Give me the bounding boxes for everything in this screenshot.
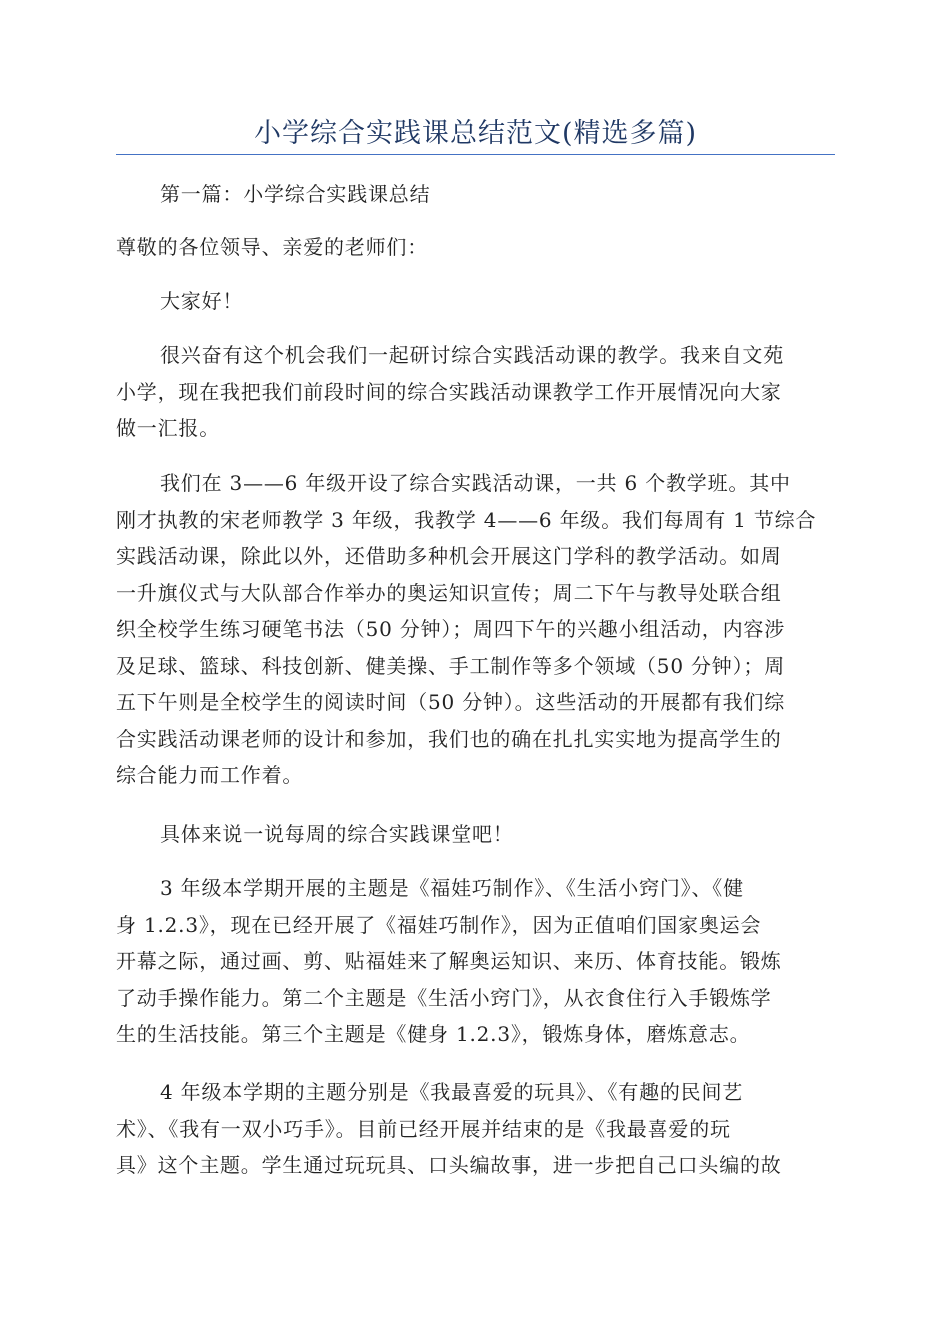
paragraph-line: 具》这个主题。学生通过玩玩具、口头编故事，进一步把自己口头编的故 bbox=[116, 1153, 782, 1177]
paragraph bbox=[116, 229, 428, 266]
paragraph-line: 五下午则是全校学生的阅读时间（50 分钟）。这些活动的开展都有我们综 bbox=[116, 690, 786, 714]
paragraph bbox=[116, 176, 430, 213]
paragraph-line: 开幕之际，通过画、剪、贴福娃来了解奥运知识、来历、体育技能。锻炼 bbox=[116, 949, 782, 973]
paragraph-line: 实践活动课，除此以外，还借助多种机会开展这门学科的教学活动。如周 bbox=[116, 544, 782, 568]
paragraph-line: 及足球、篮球、科技创新、健美操、手工制作等多个领域（50 分钟）；周 bbox=[116, 653, 786, 678]
paragraph-line: 尊敬的各位领导、亲爱的老师们： bbox=[116, 235, 428, 259]
paragraph-line: 4 年级本学期的主题分别是《我最喜爱的玩具》、《有趣的民间艺 bbox=[160, 1080, 744, 1104]
paragraph-line: 3 年级本学期开展的主题是《福娃巧制作》、《生活小窍门》、《健 bbox=[160, 876, 744, 900]
paragraph-line: 刚才执教的宋老师教学 3 年级，我教学 4——6 年级。我们每周有 1 节综合 bbox=[116, 507, 817, 532]
paragraph-line: 我们在 3——6 年级开设了综合实践活动课，一共 6 个教学班。其中 bbox=[160, 471, 791, 495]
paragraph bbox=[116, 465, 816, 794]
paragraph-line: 综合能力而工作着。 bbox=[116, 763, 304, 787]
paragraph-line: 大家好！ bbox=[160, 289, 244, 313]
paragraph-line: 织全校学生练习硬笔书法（50 分钟）；周四下午的兴趣小组活动，内容涉 bbox=[116, 617, 786, 641]
paragraph-line: 了动手操作能力。第二个主题是《生活小窍门》，从衣食住行入手锻炼学 bbox=[116, 985, 772, 1010]
paragraph-line: 身 1.2.3》，现在已经开展了《福娃巧制作》，因为正值咱们国家奥运会 bbox=[116, 912, 762, 937]
paragraph-line: 很兴奋有这个机会我们一起研讨综合实践活动课的教学。我来自文苑 bbox=[160, 343, 784, 367]
paragraph-line: 术》、《我有一双小巧手》。目前已经开展并结束的是《我最喜爱的玩 bbox=[116, 1116, 731, 1141]
paragraph bbox=[116, 283, 243, 320]
paragraph-line: 做一汇报。 bbox=[116, 416, 220, 440]
paragraph-line: 小学，现在我把我们前段时间的综合实践活动课教学工作开展情况向大家 bbox=[116, 379, 782, 404]
paragraph-line: 合实践活动课老师的设计和参加，我们也的确在扎扎实实地为提高学生的 bbox=[116, 726, 782, 751]
title-underline bbox=[116, 154, 835, 155]
paragraph-line: 一升旗仪式与大队部合作举办的奥运知识宣传；周二下午与教导处联合组 bbox=[116, 580, 782, 605]
document-title: 小学综合实践课总结范文(精选多篇) bbox=[253, 118, 698, 149]
paragraph bbox=[116, 816, 514, 853]
paragraph-line: 第一篇：小学综合实践课总结 bbox=[160, 182, 431, 206]
paragraph bbox=[116, 1074, 782, 1184]
paragraph-line: 生的生活技能。第三个主题是《健身 1.2.3》，锻炼身体，磨炼意志。 bbox=[116, 1022, 751, 1046]
paragraph bbox=[116, 870, 782, 1053]
paragraph bbox=[116, 337, 784, 447]
paragraph-line: 具体来说一说每周的综合实践课堂吧！ bbox=[160, 822, 514, 846]
